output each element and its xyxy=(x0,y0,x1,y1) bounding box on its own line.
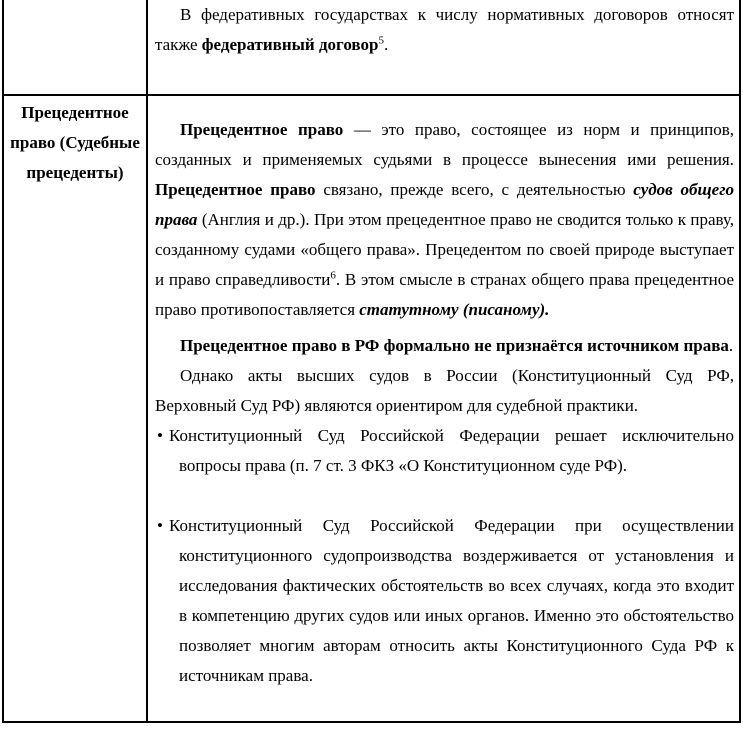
bullet-list xyxy=(155,421,734,691)
definition-cell-precedent-law xyxy=(148,96,739,721)
term-cell-precedent-law xyxy=(4,96,148,721)
bold-italic-term-statutory-law: статутному (писаному). xyxy=(359,300,550,319)
text-run: . xyxy=(383,35,389,54)
sources-of-law-table xyxy=(2,0,741,723)
text-run: В федеративных государствах к числу нормативных договоров относят также xyxy=(155,5,734,54)
bullet-item-factual-circumstances xyxy=(155,511,734,691)
bullet-text: Конституционный Суд Российской Федерации при осуществлении конституционного судопроизводства воздерживается от установления и исследования фактических обстоятельств во всех случаях, когда это входит в компетенцию других судов или иных органов. Именно это обстоятельство позволяет многим авторам относить акты Конституционного Суда РФ к источникам права. xyxy=(169,516,734,685)
bullet-text: Конституционный Суд Российской Федерации решает исключительно вопросы права (п. 7 ст. 3 ФКЗ «О Конституционном суде РФ). xyxy=(169,426,734,475)
bold-term-precedent-law: Прецедентное право xyxy=(155,180,316,199)
term-cell-empty xyxy=(4,0,148,94)
bold-term-federal-treaty: федеративный договор xyxy=(201,35,379,54)
paragraph-higher-courts xyxy=(155,361,734,421)
paragraph-federal-treaty xyxy=(155,0,734,60)
term-label: Прецедентное право (Судебные прецеденты) xyxy=(10,103,140,182)
table-row-precedent-law xyxy=(4,96,739,721)
paragraph-precedent-definition xyxy=(155,115,734,325)
text-run: — это право, состоящее из норм и принципов, созданных и применяемых судьями в процессе вынесения ими решения. xyxy=(155,120,734,169)
bullet-icon: • xyxy=(157,516,163,535)
text-run: связано, прежде всего, с деятельностью xyxy=(315,180,634,199)
bullet-item-law-questions xyxy=(155,421,734,481)
bold-term-precedent-law: Прецедентное право xyxy=(180,120,344,139)
text-run: (Англия и др.). При этом прецедентное право не сводится только к праву, созданному судами «общего права». Прецедентом по своей природе выступает и право справедливости xyxy=(155,210,734,289)
text-run: . xyxy=(728,336,734,355)
footnote-ref-6: 6 xyxy=(330,269,336,282)
footnote-ref-5: 5 xyxy=(378,34,384,47)
bullet-icon: • xyxy=(157,426,163,445)
text-run: Однако акты высших судов в России (Конституционный Суд РФ, Верховный Суд РФ) являются ориентиром для судебной практики. xyxy=(155,366,734,415)
definition-cell-normative-treaty xyxy=(148,0,739,94)
bold-italic-term-common-law-courts: судов общего права xyxy=(155,180,734,229)
table-row-normative-treaty xyxy=(4,0,739,96)
paragraph-precedent-law-in-rf xyxy=(155,331,734,361)
bold-statement-rf: Прецедентное право в РФ формально не признаётся источником права xyxy=(180,336,729,355)
text-run: . В этом смысле в странах общего права прецедентное право противопоставляется xyxy=(155,270,734,319)
